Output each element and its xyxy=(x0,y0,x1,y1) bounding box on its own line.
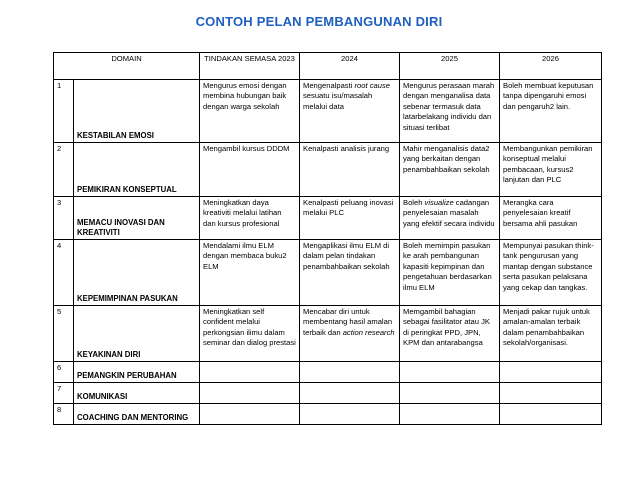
domain-label: COACHING DAN MENTORING xyxy=(77,413,189,422)
year-2026-cell xyxy=(500,80,602,143)
text-run: Mengenalpasti xyxy=(303,81,355,90)
tindakan-cell xyxy=(200,306,300,362)
year-2025-cell xyxy=(400,240,500,306)
text-run: cadangan penyelesaian masalah yang efektif secara individu xyxy=(403,198,495,228)
italic-text-run: root cause xyxy=(354,81,390,90)
row-number: 2 xyxy=(54,143,74,197)
year-2024-text xyxy=(303,307,396,338)
row-number: 5 xyxy=(54,306,74,362)
year-2026-text: Mempunyai pasukan think-tank pengurusan yang mantap dengan substance serta pasukan pelaksana yang cekap dan tangkas. xyxy=(503,241,594,292)
year-2025-text: Memgambil bahagian sebagai fasilitator atau JK di peringkat PPD, JPN, KPM dan antarabangsa xyxy=(403,307,490,348)
year-2025-cell xyxy=(400,306,500,362)
domain-cell xyxy=(74,240,200,306)
domain-cell xyxy=(74,383,200,404)
year-2025-cell xyxy=(400,404,500,425)
year-2025-cell xyxy=(400,362,500,383)
year-2024-text xyxy=(303,81,396,112)
tindakan-text: Meningkatkan daya kreativiti melalui latihan dan kursus profesional xyxy=(203,198,282,228)
header-domain: DOMAIN xyxy=(54,53,200,80)
tindakan-text: Mengambil kursus DDDM xyxy=(203,144,290,153)
year-2025-cell xyxy=(400,143,500,197)
year-2025-text xyxy=(403,198,496,229)
year-2024-cell xyxy=(300,240,400,306)
italic-text-run: visualize xyxy=(424,198,454,207)
year-2026-cell xyxy=(500,197,602,240)
domain-label: PEMIKIRAN KONSEPTUAL xyxy=(77,185,177,194)
year-2025-cell xyxy=(400,80,500,143)
domain-label: KEPEMIMPINAN PASUKAN xyxy=(77,294,178,303)
year-2024-cell xyxy=(300,404,400,425)
page-title: CONTOH PELAN PEMBANGUNAN DIRI xyxy=(195,14,443,29)
tindakan-cell xyxy=(200,404,300,425)
tindakan-cell xyxy=(200,240,300,306)
year-2026-cell xyxy=(500,362,602,383)
year-2026-cell xyxy=(500,383,602,404)
domain-cell xyxy=(74,197,200,240)
tindakan-cell xyxy=(200,80,300,143)
tindakan-text: Meningkatkan self confident melalui perkongsian ilimu dalam seminar dan dialog prestasi xyxy=(203,307,296,348)
row-number: 1 xyxy=(54,80,74,143)
year-2025-cell xyxy=(400,383,500,404)
domain-label: PEMANGKIN PERUBAHAN xyxy=(77,371,177,380)
tindakan-cell xyxy=(200,143,300,197)
year-2026-cell xyxy=(500,306,602,362)
row-number: 6 xyxy=(54,362,74,383)
row-number: 4 xyxy=(54,240,74,306)
domain-cell xyxy=(74,80,200,143)
domain-cell xyxy=(74,362,200,383)
year-2024-cell xyxy=(300,306,400,362)
year-2026-text: Membangunkan pemikiran konseptual melalui pembacaan, kursus2 lanjutan dan PLC xyxy=(503,144,593,185)
year-2026-cell xyxy=(500,404,602,425)
year-2026-cell xyxy=(500,143,602,197)
year-2025-cell xyxy=(400,197,500,240)
row-number: 8 xyxy=(54,404,74,425)
year-2026-text: Menjadi pakar rujuk untuk amalan-amalan terbaik dalam penambahbaikan sekolah/organisasi. xyxy=(503,307,590,348)
header-2026: 2026 xyxy=(500,53,602,80)
tindakan-cell xyxy=(200,362,300,383)
year-2024-text: Mengaplikasi ilmu ELM di dalam pelan tindakan penambahbaikan sekolah xyxy=(303,241,390,271)
domain-cell xyxy=(74,143,200,197)
year-2024-cell xyxy=(300,143,400,197)
tindakan-text: Mengurus emosi dengan membina hubungan baik dengan warga sekolah xyxy=(203,81,287,111)
year-2024-cell xyxy=(300,80,400,143)
development-plan-table xyxy=(53,52,602,425)
header-2025: 2025 xyxy=(400,53,500,80)
table-row xyxy=(54,80,602,143)
table-row xyxy=(54,404,602,425)
tindakan-cell xyxy=(200,383,300,404)
text-run: Mencabar diri untuk membentang hasil amalan terbaik dan xyxy=(303,307,393,337)
tindakan-text: Mendalami ilmu ELM dengan membaca buku2 ELM xyxy=(203,241,287,271)
year-2025-text: Mahir menganalisis data2 yang berkaitan dengan penambahbaikan sekolah xyxy=(403,144,490,174)
year-2024-text: Kenalpasti peluang inovasi melalui PLC xyxy=(303,198,394,218)
header-row xyxy=(54,53,602,80)
header-2024: 2024 xyxy=(300,53,400,80)
year-2024-cell xyxy=(300,197,400,240)
table-row xyxy=(54,197,602,240)
year-2024-text: Kenalpasti analisis jurang xyxy=(303,144,390,153)
domain-cell xyxy=(74,306,200,362)
year-2024-cell xyxy=(300,362,400,383)
table-row xyxy=(54,143,602,197)
year-2025-text: Mengurus perasaan marah dengan menganalisa data sebenar termasuk data latarbelakang individu dan situasi terlibat xyxy=(403,81,495,132)
year-2025-text: Boleh memimpin pasukan ke arah pembangunan kapasiti kepimpinan dan pengetahuan berdasarkan ilmu ELM xyxy=(403,241,492,292)
domain-label: MEMACU INOVASI DAN KREATIVITI xyxy=(77,218,165,237)
year-2026-text: Boleh membuat keputusan tanpa dipengaruhi emosi dan pengaruh2 lain. xyxy=(503,81,594,111)
text-run: sesuatu isu/masalah melalui data xyxy=(303,91,373,111)
table-row xyxy=(54,306,602,362)
header-tindakan-semasa: TINDAKAN SEMASA 2023 xyxy=(200,53,300,80)
text-run: Boleh xyxy=(403,198,425,207)
table-row xyxy=(54,362,602,383)
table-row xyxy=(54,383,602,404)
row-number: 3 xyxy=(54,197,74,240)
italic-text-run: action research xyxy=(342,327,395,337)
domain-label: KESTABILAN EMOSI xyxy=(77,131,154,140)
year-2026-text: Merangka cara penyelesaian kreatif bersama ahli pasukan xyxy=(503,198,578,228)
year-2026-cell xyxy=(500,240,602,306)
row-number: 7 xyxy=(54,383,74,404)
domain-label: KEYAKINAN DIRI xyxy=(77,350,141,359)
tindakan-cell xyxy=(200,197,300,240)
table-row xyxy=(54,240,602,306)
year-2024-cell xyxy=(300,383,400,404)
domain-cell xyxy=(74,404,200,425)
domain-label: KOMUNIKASI xyxy=(77,392,128,401)
